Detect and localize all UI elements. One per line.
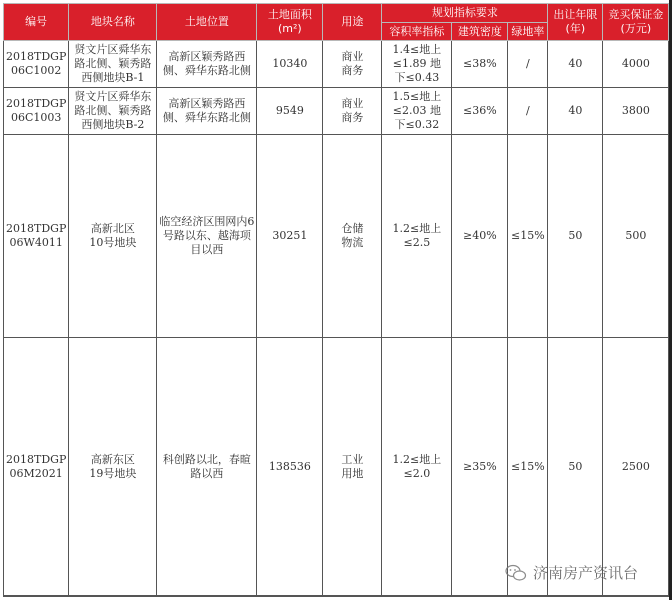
cell-far: 1.2≤地上≤2.0 <box>382 338 452 596</box>
cell-green: ≤15% <box>508 135 548 338</box>
cell-term: 50 <box>548 338 603 596</box>
cell-use: 仓储物流 <box>323 135 382 338</box>
cell-deposit: 500 <box>603 135 669 338</box>
cell-density: ≤36% <box>452 88 508 135</box>
wechat-icon <box>505 564 527 582</box>
cell-density: ≥35% <box>452 338 508 596</box>
watermark <box>505 562 638 583</box>
table-row <box>4 41 669 88</box>
cell-name: 贤文片区舜华东路北侧、颖秀路西侧地块B-2 <box>69 88 157 135</box>
cell-use: 商业商务 <box>323 41 382 88</box>
cell-use: 商业商务 <box>323 88 382 135</box>
cell-location: 高新区颖秀路西侧、舜华东路北侧 <box>157 88 257 135</box>
cell-code: 2018TDGP 06C1002 <box>4 41 69 88</box>
header-deposit <box>603 4 669 41</box>
cell-name: 贤文片区舜华东路北侧、颖秀路西侧地块B-1 <box>69 41 157 88</box>
header-area-label: 土地面积 <box>267 8 312 21</box>
cell-term: 40 <box>548 41 603 88</box>
cell-green: / <box>508 41 548 88</box>
cell-deposit: 3800 <box>603 88 669 135</box>
header-term-unit: (年) <box>565 22 586 35</box>
cell-area: 10340 <box>257 41 323 88</box>
cell-location: 高新区颖秀路西侧、舜华东路北侧 <box>157 41 257 88</box>
header-density: 建筑密度 <box>452 23 508 41</box>
header-area-unit: (m²) <box>277 22 302 35</box>
divider <box>3 596 669 597</box>
cell-use: 工业用地 <box>323 338 382 596</box>
header-green: 绿地率 <box>508 23 548 41</box>
cell-code: 2018TDGP 06M2021 <box>4 338 69 596</box>
cell-area: 9549 <box>257 88 323 135</box>
header-deposit-label: 竞买保证金 <box>608 8 664 21</box>
header-planning: 规划指标要求 <box>382 4 548 23</box>
cell-area: 30251 <box>257 135 323 338</box>
cell-area: 138536 <box>257 338 323 596</box>
header-term-label: 出让年限 <box>553 8 598 21</box>
header-use: 用途 <box>323 4 382 41</box>
cell-deposit: 2500 <box>603 338 669 596</box>
table-row <box>4 135 669 338</box>
header-deposit-unit: (万元) <box>620 22 652 35</box>
cell-location: 临空经济区围网内6号路以东、越海项目以西 <box>157 135 257 338</box>
cell-far: 1.5≤地上≤2.03 地下≤0.32 <box>382 88 452 135</box>
cell-green: ≤15% <box>508 338 548 596</box>
cell-term: 50 <box>548 135 603 338</box>
table-row <box>4 88 669 135</box>
cell-code: 2018TDGP 06C1003 <box>4 88 69 135</box>
cell-far: 1.2≤地上≤2.5 <box>382 135 452 338</box>
header-term <box>548 4 603 41</box>
cell-name: 高新北区10号地块 <box>69 135 157 338</box>
header-location: 土地位置 <box>157 4 257 41</box>
cell-name: 高新东区19号地块 <box>69 338 157 596</box>
cell-far: 1.4≤地上≤1.89 地下≤0.43 <box>382 41 452 88</box>
header-far: 容积率指标 <box>382 23 452 41</box>
table-row <box>4 338 669 596</box>
cell-location: 科创路以北，春暄路以西 <box>157 338 257 596</box>
cell-code: 2018TDGP 06W4011 <box>4 135 69 338</box>
watermark-text: 济南房产资讯台 <box>533 564 639 582</box>
cell-density: ≥40% <box>452 135 508 338</box>
header-code: 编号 <box>4 4 69 41</box>
cell-term: 40 <box>548 88 603 135</box>
land-parcel-table <box>3 3 669 596</box>
header-area <box>257 4 323 41</box>
cell-green: / <box>508 88 548 135</box>
cell-density: ≤38% <box>452 41 508 88</box>
cell-deposit: 4000 <box>603 41 669 88</box>
header-name: 地块名称 <box>69 4 157 41</box>
